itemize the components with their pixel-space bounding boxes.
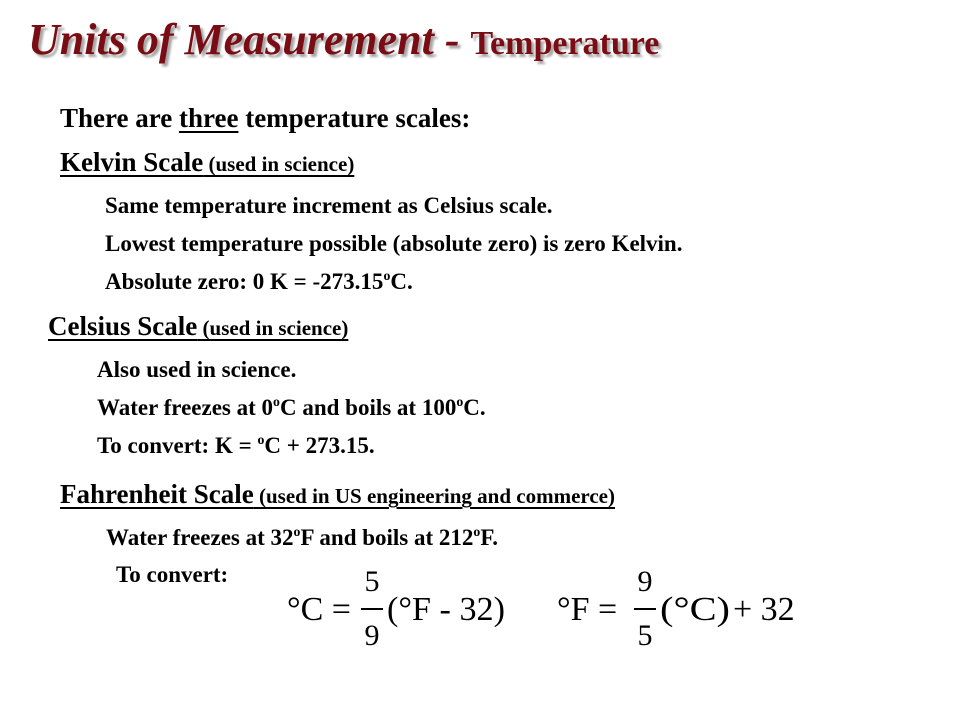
formula-c2f-denominator: 5 [637,619,653,652]
celsius-line-2-c: C. [463,395,486,420]
fahrenheit-line-1 [106,523,498,553]
formula-c2f-lhs: °F = [557,591,618,628]
celsius-line-1: Also used in science. [97,357,297,382]
kelvin-abs-zero [105,267,413,297]
formula-f2c-denominator: 9 [364,619,380,652]
celsius-line-3 [97,431,375,461]
formula-f2c-numerator: 5 [364,565,380,598]
degree-mark: o [473,524,481,540]
kelvin-heading [60,145,354,181]
kelvin-name: Kelvin Scale [60,147,204,177]
degree-mark: o [293,524,301,540]
fahrenheit-line-1-b: F and boils at 212 [300,525,474,550]
intro-line [60,101,470,135]
celsius-line-3-a: To convert: K = [97,433,258,458]
degree-mark: o [273,394,280,410]
formula-c2f-paren: (°C) [660,591,730,628]
kelvin-line-1: Same temperature increment as Celsius scale. [105,193,553,218]
fahrenheit-line-1-c: F. [480,525,499,550]
celsius-line-2-a: Water freezes at 0 [97,395,274,420]
formula-f-to-c [285,560,525,655]
celsius-note: (used in science) [197,316,349,340]
degree-mark: o [257,432,265,448]
intro-pre: There are [60,103,179,133]
convert-label: To convert: [116,562,229,587]
celsius-line-3-b: C + 273.15. [264,433,375,458]
fahrenheit-line-1-a: Water freezes at 32 [106,525,294,550]
degree-mark: o [383,268,391,284]
intro-post: temperature scales: [238,103,471,133]
celsius-name: Celsius Scale [48,311,198,341]
fahrenheit-note: (used in US engineering and commerce) [253,484,615,508]
formula-c-to-f [555,560,800,655]
celsius-line-2-b: C and boils at 100 [279,395,457,420]
title-main: Units of Measurement - [28,15,471,64]
abs-zero-pre: Absolute zero: 0 K = -273.15 [105,269,384,294]
degree-mark: o [456,394,464,410]
intro-emph: three [178,103,239,133]
celsius-line-2 [97,393,486,423]
fahrenheit-name: Fahrenheit Scale [60,479,254,509]
kelvin-note: (used in science) [203,152,355,176]
slide-title [28,10,659,74]
formula-f2c-paren: (°F - 32) [387,591,505,628]
formula-c2f-numerator: 9 [637,565,653,598]
abs-zero-post: C. [390,269,413,294]
formula-c2f-tail: + 32 [733,591,795,628]
formula-f2c-lhs: °C = [287,591,351,628]
kelvin-line-2: Lowest temperature possible (absolute zero) is zero Kelvin. [105,231,683,256]
fahrenheit-heading [60,477,615,513]
celsius-heading [48,309,348,345]
title-sub: Temperature [470,25,660,62]
